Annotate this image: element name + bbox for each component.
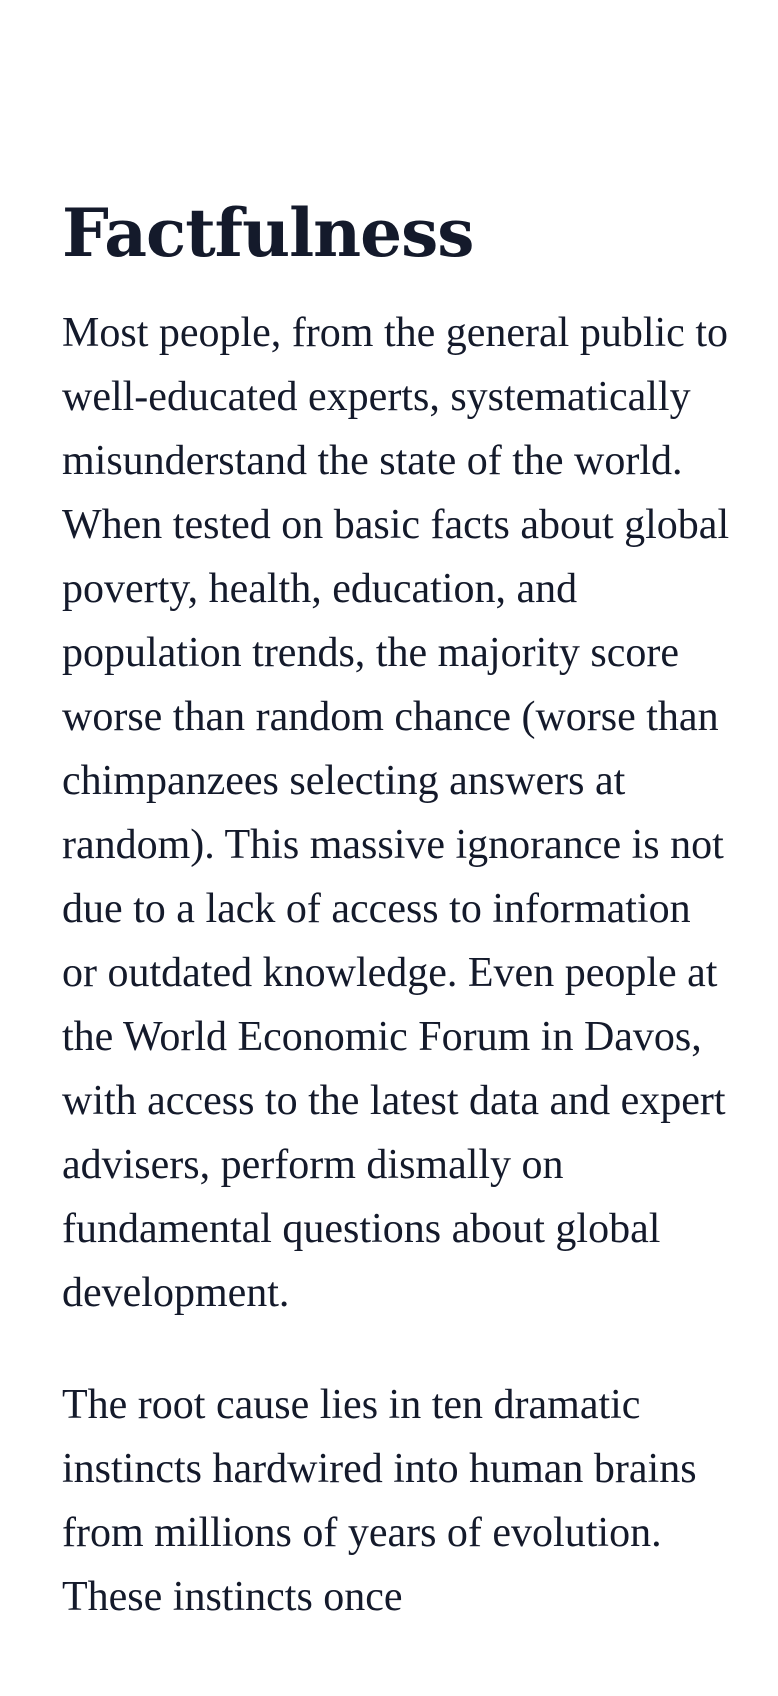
- article: [62, 0, 734, 1629]
- paragraph-root-cause: The root cause lies in ten dramatic instincts hardwired into human brains from millions of years of evolution. These instincts once: [62, 1382, 697, 1620]
- paragraph-intro: Most people, from the general public to well-educated experts, systematically misunderstand the state of the world. When tested on basic facts about global poverty, health, education, and population trends, the majority score worse than random chance (worse than chimpanzees selecting answers at random). This massive ignorance is not due to a lack of access to information or outdated knowledge. Even people at the World Economic Forum in Davos, with access to the latest data and expert advisers, perform dismally on fundamental questions about global development.: [62, 310, 730, 1316]
- page-title: Factfulness: [62, 194, 474, 272]
